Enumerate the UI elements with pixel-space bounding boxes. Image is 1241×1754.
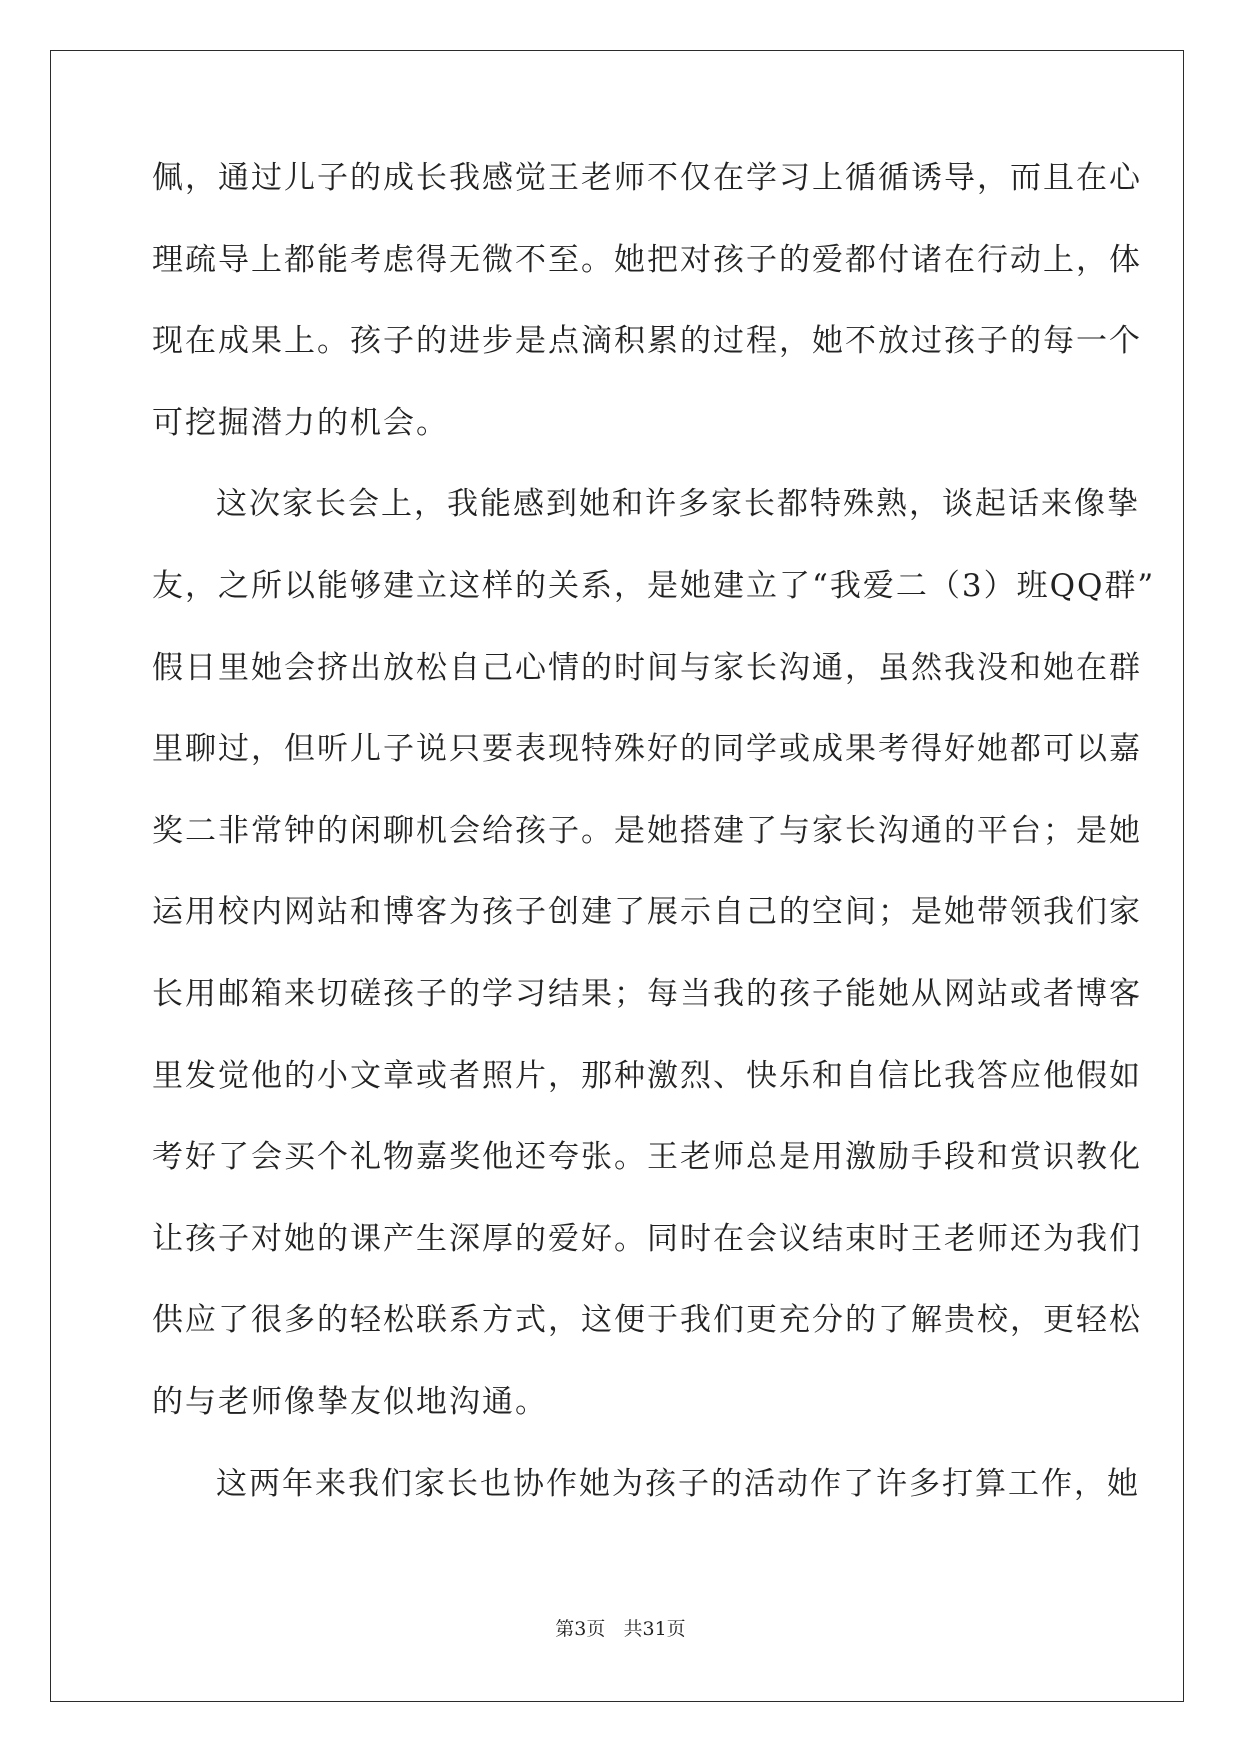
document-body <box>152 160 1156 1547</box>
text-line: 假日里她会挤出放松自己心情的时间与家长沟通，虽然我没和她在群 <box>152 649 1142 686</box>
text-line: 里聊过，但听儿子说只要表现特殊好的同学或成果考得好她都可以嘉 <box>152 731 1142 768</box>
text-line: 的与老师像挚友似地沟通。 <box>152 1383 548 1420</box>
text-line: 供应了很多的轻松联系方式，这便于我们更充分的了解贵校，更轻松 <box>152 1302 1142 1339</box>
text-line: 友，之所以能够建立这样的关系，是她建立了“我爱二（3）班QQ群” <box>152 567 1156 604</box>
text-line: 让孩子对她的课产生深厚的爱好。同时在会议结束时王老师还为我们 <box>152 1220 1142 1257</box>
page-number-label: 第3页 共31页 <box>555 1618 686 1640</box>
text-line: 佩，通过儿子的成长我感觉王老师不仅在学习上循循诱导，而且在心 <box>152 160 1142 196</box>
text-line: 考好了会买个礼物嘉奖他还夸张。王老师总是用激励手段和赏识教化 <box>152 1139 1142 1176</box>
text-line: 里发觉他的小文章或者照片，那种激烈、快乐和自信比我答应他假如 <box>152 1057 1142 1094</box>
page-footer <box>0 1614 1241 1641</box>
text-line: 奖二非常钟的闲聊机会给孩子。是她搭建了与家长沟通的平台；是她 <box>152 812 1142 849</box>
paragraph-first-line: 这两年来我们家长也协作她为孩子的活动作了许多打算工作，她 <box>216 1465 1140 1502</box>
text-line: 理疏导上都能考虑得无微不至。她把对孩子的爱都付诸在行动上，体 <box>152 241 1142 278</box>
text-line: 可挖掘潜力的机会。 <box>152 404 449 441</box>
text-line: 现在成果上。孩子的进步是点滴积累的过程，她不放过孩子的每一个 <box>152 323 1142 360</box>
text-line: 长用邮箱来切磋孩子的学习结果；每当我的孩子能她从网站或者博客 <box>152 975 1142 1012</box>
paragraph-first-line: 这次家长会上，我能感到她和许多家长都特殊熟，谈起话来像挚 <box>216 486 1140 523</box>
text-line: 运用校内网站和博客为孩子创建了展示自己的空间；是她带领我们家 <box>152 894 1142 931</box>
